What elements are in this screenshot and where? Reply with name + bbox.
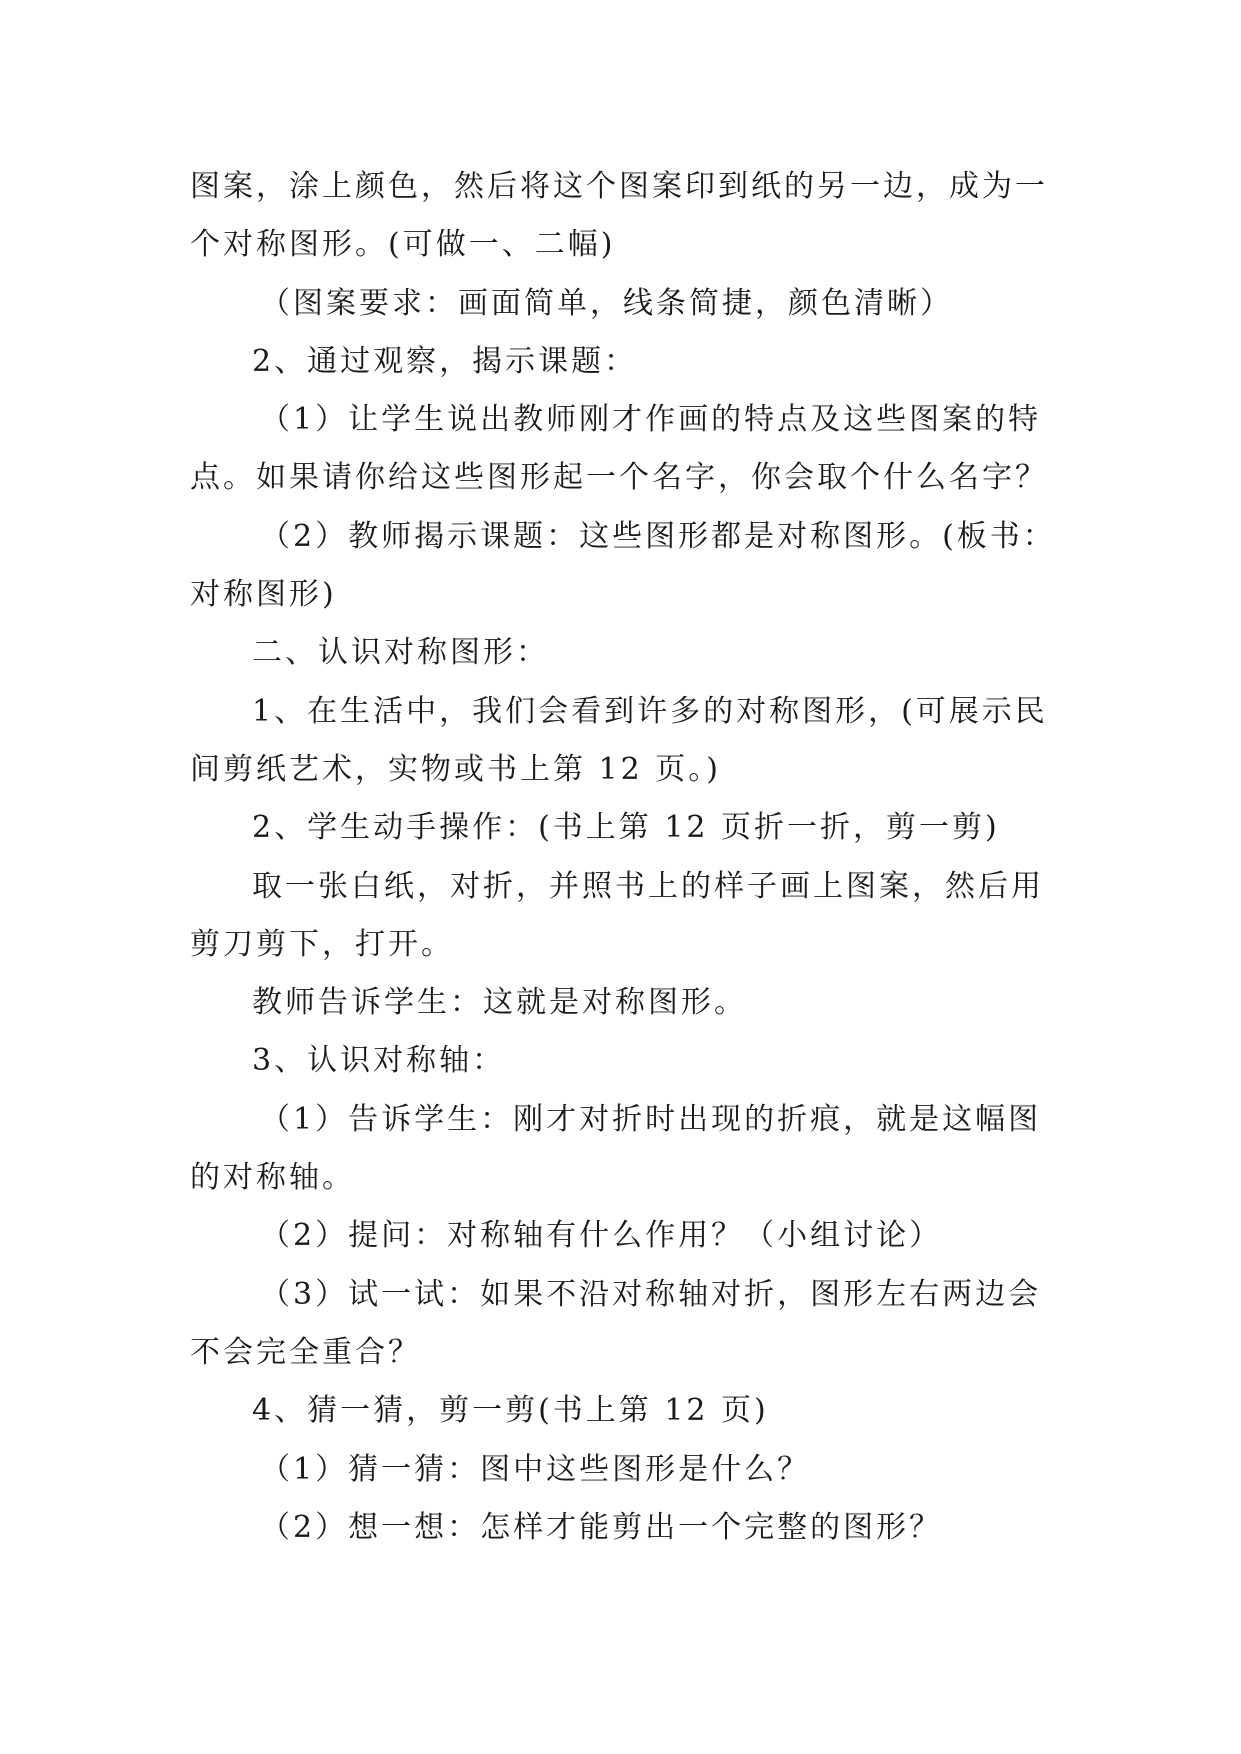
text-line-12: 2、学生动手操作：(书上第 12 页折一折，剪一剪) <box>252 810 1000 846</box>
text-line-6: 点。如果请你给这些图形起一个名字，你会取个什么名字？ <box>190 460 1048 496</box>
text-line-22: 4、猜一猜，剪一剪(书上第 12 页) <box>252 1393 769 1429</box>
text-line-3: （图案要求：画面简单，线条简捷，颜色清晰） <box>260 285 953 321</box>
text-line-4: 2、通过观察，揭示课题： <box>252 343 638 379</box>
text-line-19: （2）提问：对称轴有什么作用？（小组讨论） <box>260 1218 943 1254</box>
text-line-23: （1）猜一猜：图中这些图形是什么？ <box>260 1451 811 1487</box>
text-line-8: 对称图形) <box>190 577 337 613</box>
text-line-5: （1）让学生说出教师刚才作画的特点及这些图案的特 <box>260 402 1042 438</box>
text-line-21: 不会完全重合？ <box>190 1334 421 1370</box>
text-line-24: （2）想一想：怎样才能剪出一个完整的图形？ <box>260 1509 943 1545</box>
text-line-18: 的对称轴。 <box>190 1160 355 1196</box>
text-line-17: （1）告诉学生：刚才对折时出现的折痕，就是这幅图 <box>260 1101 1042 1137</box>
text-line-10: 1、在生活中，我们会看到许多的对称图形，(可展示民 <box>252 693 1048 729</box>
text-line-16: 3、认识对称轴： <box>252 1043 506 1079</box>
document-body <box>190 158 1060 1557</box>
text-line-2: 个对称图形。(可做一、二幅) <box>190 227 616 263</box>
text-line-15: 教师告诉学生：这就是对称图形。 <box>252 985 747 1021</box>
text-line-20: （3）试一试：如果不沿对称轴对折，图形左右两边会 <box>260 1276 1042 1312</box>
text-line-13: 取一张白纸，对折，并照书上的样子画上图案，然后用 <box>252 868 1044 904</box>
text-line-9: 二、认识对称图形： <box>252 635 549 671</box>
text-line-7: （2）教师揭示课题：这些图形都是对称图形。(板书： <box>260 518 1056 554</box>
text-line-11: 间剪纸艺术，实物或书上第 12 页。) <box>190 751 721 787</box>
text-line-1: 图案，涂上颜色，然后将这个图案印到纸的另一边，成为一 <box>190 169 1048 204</box>
text-line-14: 剪刀剪下，打开。 <box>190 926 454 962</box>
